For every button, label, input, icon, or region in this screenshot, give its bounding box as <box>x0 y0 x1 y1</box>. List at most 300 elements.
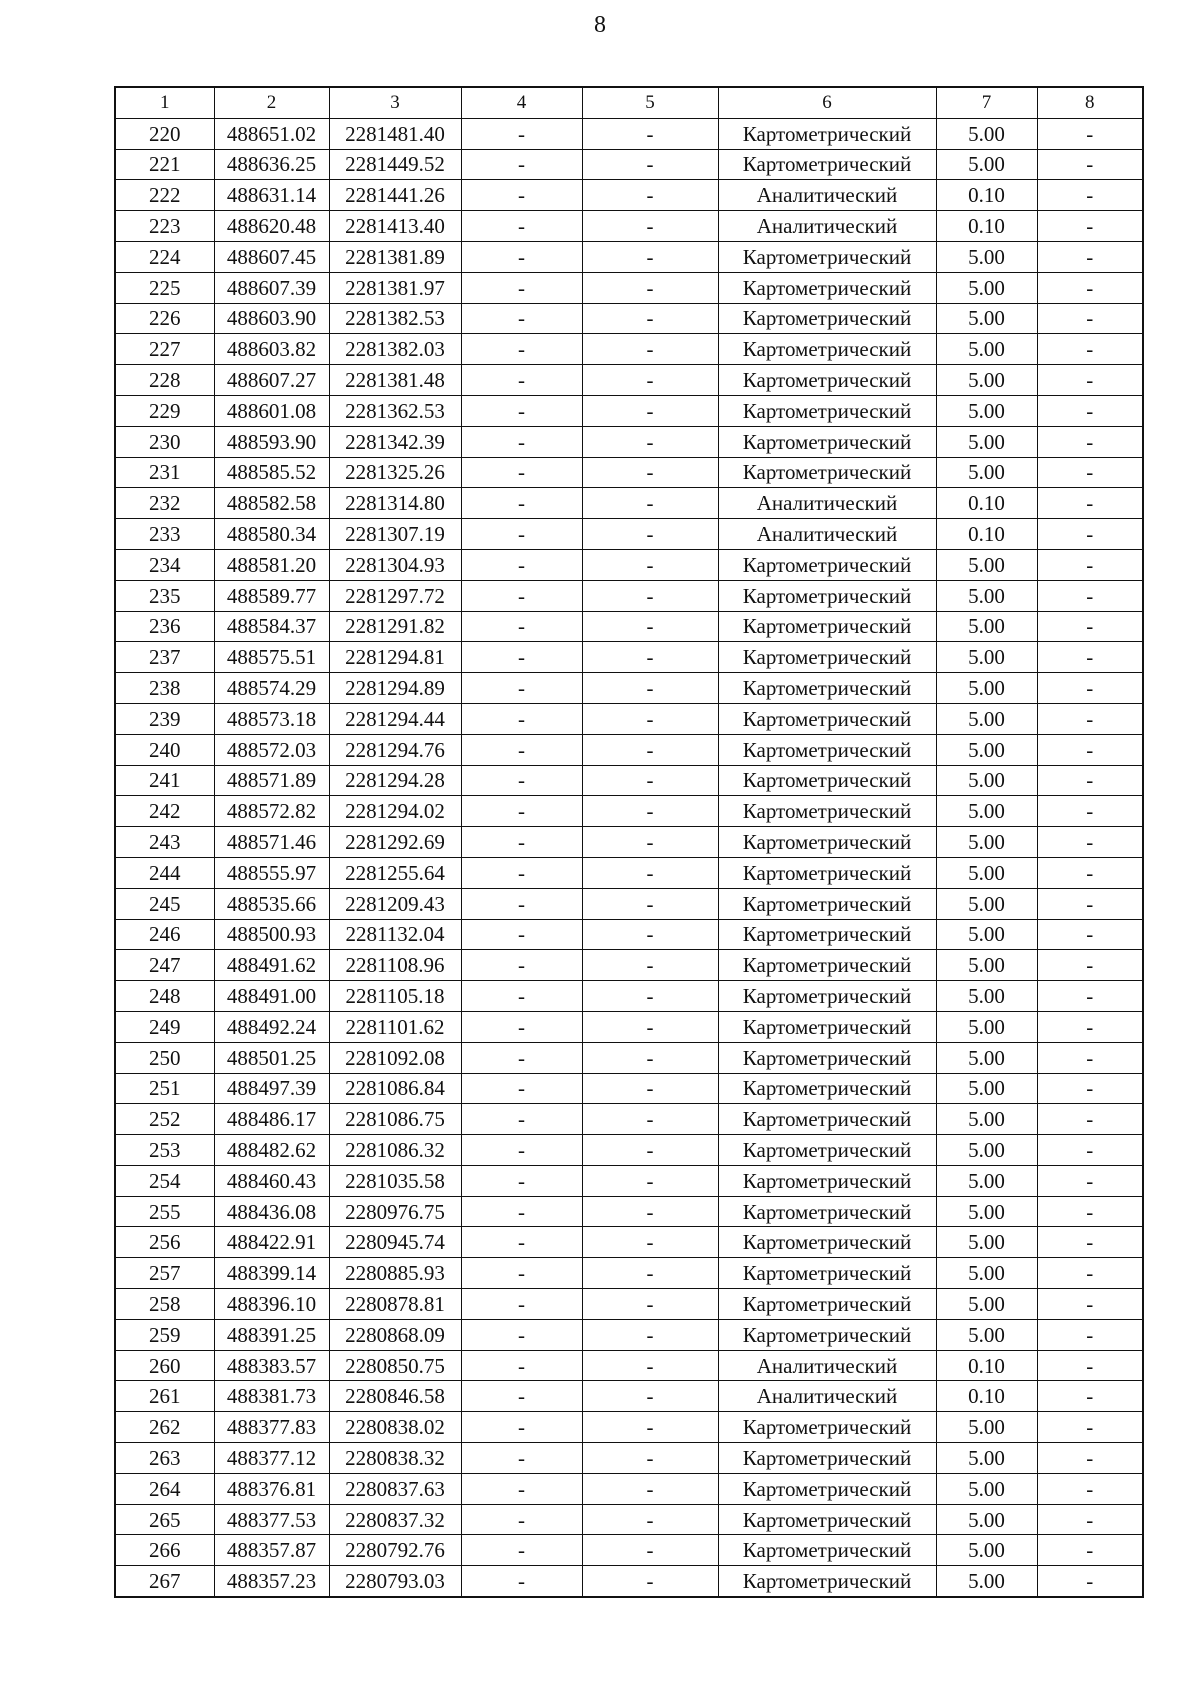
method-cell: Картометрический <box>718 1227 936 1258</box>
table-row <box>115 950 1143 981</box>
y-coordinate-cell: 2281294.02 <box>329 796 461 827</box>
table-row <box>115 1073 1143 1104</box>
method-cell: Картометрический <box>718 272 936 303</box>
column-8-cell: - <box>1037 950 1143 981</box>
table-row <box>115 365 1143 396</box>
x-coordinate-cell: 488377.12 <box>214 1443 329 1474</box>
accuracy-cell: 5.00 <box>936 1566 1037 1597</box>
x-coordinate-cell: 488399.14 <box>214 1258 329 1289</box>
column-5-cell: - <box>582 1350 718 1381</box>
column-8-cell: - <box>1037 981 1143 1012</box>
column-5-cell: - <box>582 1412 718 1443</box>
table-row <box>115 303 1143 334</box>
column-4-cell: - <box>461 1165 582 1196</box>
point-number-cell: 241 <box>115 765 214 796</box>
column-5-cell: - <box>582 272 718 303</box>
accuracy-cell: 5.00 <box>936 673 1037 704</box>
column-4-cell: - <box>461 1381 582 1412</box>
column-4-cell: - <box>461 1504 582 1535</box>
accuracy-cell: 5.00 <box>936 950 1037 981</box>
y-coordinate-cell: 2280838.02 <box>329 1412 461 1443</box>
column-5-cell: - <box>582 950 718 981</box>
column-5-cell: - <box>582 549 718 580</box>
table-row <box>115 395 1143 426</box>
point-number-cell: 258 <box>115 1289 214 1320</box>
accuracy-cell: 5.00 <box>936 272 1037 303</box>
y-coordinate-cell: 2281105.18 <box>329 981 461 1012</box>
method-cell: Картометрический <box>718 1289 936 1320</box>
column-8-cell: - <box>1037 180 1143 211</box>
column-8-cell: - <box>1037 549 1143 580</box>
column-5-cell: - <box>582 1443 718 1474</box>
column-8-cell: - <box>1037 1473 1143 1504</box>
x-coordinate-cell: 488581.20 <box>214 549 329 580</box>
method-cell: Картометрический <box>718 365 936 396</box>
x-coordinate-cell: 488620.48 <box>214 211 329 242</box>
method-cell: Картометрический <box>718 1412 936 1443</box>
column-5-cell: - <box>582 1289 718 1320</box>
accuracy-cell: 5.00 <box>936 1319 1037 1350</box>
accuracy-cell: 5.00 <box>936 1443 1037 1474</box>
column-5-cell: - <box>582 365 718 396</box>
table-row <box>115 1443 1143 1474</box>
point-number-cell: 260 <box>115 1350 214 1381</box>
column-4-cell: - <box>461 303 582 334</box>
column-4-cell: - <box>461 1196 582 1227</box>
column-4-cell: - <box>461 1104 582 1135</box>
column-4-cell: - <box>461 1042 582 1073</box>
point-number-cell: 228 <box>115 365 214 396</box>
method-cell: Картометрический <box>718 1319 936 1350</box>
point-number-cell: 231 <box>115 457 214 488</box>
point-number-cell: 267 <box>115 1566 214 1597</box>
column-5-cell: - <box>582 703 718 734</box>
point-number-cell: 265 <box>115 1504 214 1535</box>
table-row <box>115 488 1143 519</box>
column-5-cell: - <box>582 919 718 950</box>
column-4-cell: - <box>461 149 582 180</box>
column-4-cell: - <box>461 888 582 919</box>
column-8-cell: - <box>1037 796 1143 827</box>
table-row <box>115 1319 1143 1350</box>
accuracy-cell: 5.00 <box>936 919 1037 950</box>
column-8-cell: - <box>1037 1535 1143 1566</box>
point-number-cell: 244 <box>115 857 214 888</box>
method-cell: Картометрический <box>718 857 936 888</box>
accuracy-cell: 5.00 <box>936 1011 1037 1042</box>
column-4-cell: - <box>461 1443 582 1474</box>
table-row <box>115 272 1143 303</box>
x-coordinate-cell: 488482.62 <box>214 1135 329 1166</box>
header-cell: 7 <box>936 87 1037 118</box>
table-row <box>115 1196 1143 1227</box>
column-8-cell: - <box>1037 395 1143 426</box>
column-8-cell: - <box>1037 365 1143 396</box>
column-5-cell: - <box>582 642 718 673</box>
column-8-cell: - <box>1037 149 1143 180</box>
table-row <box>115 1381 1143 1412</box>
table-row <box>115 334 1143 365</box>
column-4-cell: - <box>461 1535 582 1566</box>
accuracy-cell: 5.00 <box>936 888 1037 919</box>
table-row <box>115 981 1143 1012</box>
accuracy-cell: 5.00 <box>936 1412 1037 1443</box>
table-row <box>115 1504 1143 1535</box>
accuracy-cell: 5.00 <box>936 1473 1037 1504</box>
method-cell: Картометрический <box>718 919 936 950</box>
point-number-cell: 222 <box>115 180 214 211</box>
x-coordinate-cell: 488377.53 <box>214 1504 329 1535</box>
column-8-cell: - <box>1037 1566 1143 1597</box>
accuracy-cell: 5.00 <box>936 1258 1037 1289</box>
x-coordinate-cell: 488593.90 <box>214 426 329 457</box>
header-cell: 8 <box>1037 87 1143 118</box>
column-8-cell: - <box>1037 211 1143 242</box>
column-4-cell: - <box>461 796 582 827</box>
y-coordinate-cell: 2281441.26 <box>329 180 461 211</box>
accuracy-cell: 5.00 <box>936 1073 1037 1104</box>
table-row <box>115 1473 1143 1504</box>
x-coordinate-cell: 488383.57 <box>214 1350 329 1381</box>
column-4-cell: - <box>461 950 582 981</box>
x-coordinate-cell: 488585.52 <box>214 457 329 488</box>
column-5-cell: - <box>582 1227 718 1258</box>
column-8-cell: - <box>1037 1165 1143 1196</box>
x-coordinate-cell: 488574.29 <box>214 673 329 704</box>
point-number-cell: 220 <box>115 118 214 149</box>
accuracy-cell: 5.00 <box>936 149 1037 180</box>
accuracy-cell: 5.00 <box>936 734 1037 765</box>
x-coordinate-cell: 488589.77 <box>214 580 329 611</box>
header-cell: 1 <box>115 87 214 118</box>
x-coordinate-cell: 488491.00 <box>214 981 329 1012</box>
x-coordinate-cell: 488436.08 <box>214 1196 329 1227</box>
y-coordinate-cell: 2281294.28 <box>329 765 461 796</box>
x-coordinate-cell: 488500.93 <box>214 919 329 950</box>
column-5-cell: - <box>582 1135 718 1166</box>
x-coordinate-cell: 488486.17 <box>214 1104 329 1135</box>
x-coordinate-cell: 488501.25 <box>214 1042 329 1073</box>
column-4-cell: - <box>461 118 582 149</box>
accuracy-cell: 5.00 <box>936 611 1037 642</box>
method-cell: Аналитический <box>718 1381 936 1412</box>
y-coordinate-cell: 2280837.32 <box>329 1504 461 1535</box>
method-cell: Картометрический <box>718 642 936 673</box>
y-coordinate-cell: 2281297.72 <box>329 580 461 611</box>
y-coordinate-cell: 2280846.58 <box>329 1381 461 1412</box>
table-row <box>115 1258 1143 1289</box>
x-coordinate-cell: 488636.25 <box>214 149 329 180</box>
header-cell: 2 <box>214 87 329 118</box>
table-row <box>115 211 1143 242</box>
column-5-cell: - <box>582 580 718 611</box>
column-5-cell: - <box>582 519 718 550</box>
table-row <box>115 580 1143 611</box>
x-coordinate-cell: 488396.10 <box>214 1289 329 1320</box>
column-8-cell: - <box>1037 1196 1143 1227</box>
column-8-cell: - <box>1037 827 1143 858</box>
y-coordinate-cell: 2281092.08 <box>329 1042 461 1073</box>
column-5-cell: - <box>582 796 718 827</box>
point-number-cell: 256 <box>115 1227 214 1258</box>
accuracy-cell: 0.10 <box>936 211 1037 242</box>
x-coordinate-cell: 488607.45 <box>214 241 329 272</box>
column-8-cell: - <box>1037 1227 1143 1258</box>
column-8-cell: - <box>1037 857 1143 888</box>
column-4-cell: - <box>461 272 582 303</box>
point-number-cell: 225 <box>115 272 214 303</box>
point-number-cell: 236 <box>115 611 214 642</box>
method-cell: Картометрический <box>718 765 936 796</box>
y-coordinate-cell: 2281294.89 <box>329 673 461 704</box>
method-cell: Картометрический <box>718 1473 936 1504</box>
column-4-cell: - <box>461 549 582 580</box>
point-number-cell: 252 <box>115 1104 214 1135</box>
y-coordinate-cell: 2281449.52 <box>329 149 461 180</box>
method-cell: Картометрический <box>718 426 936 457</box>
accuracy-cell: 5.00 <box>936 765 1037 796</box>
method-cell: Аналитический <box>718 1350 936 1381</box>
table-row <box>115 734 1143 765</box>
column-5-cell: - <box>582 426 718 457</box>
column-4-cell: - <box>461 334 582 365</box>
y-coordinate-cell: 2281307.19 <box>329 519 461 550</box>
method-cell: Картометрический <box>718 1104 936 1135</box>
y-coordinate-cell: 2281101.62 <box>329 1011 461 1042</box>
column-4-cell: - <box>461 519 582 550</box>
column-5-cell: - <box>582 673 718 704</box>
column-4-cell: - <box>461 457 582 488</box>
accuracy-cell: 0.10 <box>936 488 1037 519</box>
y-coordinate-cell: 2281132.04 <box>329 919 461 950</box>
point-number-cell: 253 <box>115 1135 214 1166</box>
accuracy-cell: 5.00 <box>936 1165 1037 1196</box>
column-5-cell: - <box>582 981 718 1012</box>
table-row <box>115 1165 1143 1196</box>
x-coordinate-cell: 488377.83 <box>214 1412 329 1443</box>
column-8-cell: - <box>1037 519 1143 550</box>
header-row <box>115 87 1143 118</box>
table-row <box>115 118 1143 149</box>
method-cell: Картометрический <box>718 888 936 919</box>
column-8-cell: - <box>1037 673 1143 704</box>
column-4-cell: - <box>461 580 582 611</box>
x-coordinate-cell: 488607.27 <box>214 365 329 396</box>
y-coordinate-cell: 2281086.84 <box>329 1073 461 1104</box>
method-cell: Картометрический <box>718 395 936 426</box>
x-coordinate-cell: 488601.08 <box>214 395 329 426</box>
point-number-cell: 247 <box>115 950 214 981</box>
column-8-cell: - <box>1037 457 1143 488</box>
point-number-cell: 234 <box>115 549 214 580</box>
y-coordinate-cell: 2281362.53 <box>329 395 461 426</box>
column-8-cell: - <box>1037 241 1143 272</box>
point-number-cell: 233 <box>115 519 214 550</box>
coordinates-table <box>114 86 1144 1598</box>
table-row <box>115 857 1143 888</box>
y-coordinate-cell: 2281304.93 <box>329 549 461 580</box>
column-4-cell: - <box>461 1319 582 1350</box>
point-number-cell: 254 <box>115 1165 214 1196</box>
accuracy-cell: 5.00 <box>936 457 1037 488</box>
table-row <box>115 149 1143 180</box>
column-8-cell: - <box>1037 1504 1143 1535</box>
method-cell: Аналитический <box>718 211 936 242</box>
y-coordinate-cell: 2281381.89 <box>329 241 461 272</box>
point-number-cell: 229 <box>115 395 214 426</box>
column-8-cell: - <box>1037 888 1143 919</box>
page-number: 8 <box>594 12 606 38</box>
x-coordinate-cell: 488631.14 <box>214 180 329 211</box>
x-coordinate-cell: 488582.58 <box>214 488 329 519</box>
x-coordinate-cell: 488603.82 <box>214 334 329 365</box>
accuracy-cell: 5.00 <box>936 1289 1037 1320</box>
y-coordinate-cell: 2281108.96 <box>329 950 461 981</box>
table-body <box>115 118 1143 1597</box>
point-number-cell: 257 <box>115 1258 214 1289</box>
x-coordinate-cell: 488460.43 <box>214 1165 329 1196</box>
column-4-cell: - <box>461 673 582 704</box>
column-8-cell: - <box>1037 1412 1143 1443</box>
point-number-cell: 238 <box>115 673 214 704</box>
table-row <box>115 1042 1143 1073</box>
table-row <box>115 1535 1143 1566</box>
table-row <box>115 1011 1143 1042</box>
column-8-cell: - <box>1037 1319 1143 1350</box>
accuracy-cell: 5.00 <box>936 1196 1037 1227</box>
method-cell: Картометрический <box>718 673 936 704</box>
point-number-cell: 261 <box>115 1381 214 1412</box>
x-coordinate-cell: 488603.90 <box>214 303 329 334</box>
y-coordinate-cell: 2281413.40 <box>329 211 461 242</box>
y-coordinate-cell: 2280878.81 <box>329 1289 461 1320</box>
column-8-cell: - <box>1037 426 1143 457</box>
accuracy-cell: 5.00 <box>936 426 1037 457</box>
column-5-cell: - <box>582 211 718 242</box>
y-coordinate-cell: 2281342.39 <box>329 426 461 457</box>
y-coordinate-cell: 2280868.09 <box>329 1319 461 1350</box>
column-5-cell: - <box>582 765 718 796</box>
header-cell: 5 <box>582 87 718 118</box>
method-cell: Картометрический <box>718 734 936 765</box>
method-cell: Картометрический <box>718 950 936 981</box>
y-coordinate-cell: 2280838.32 <box>329 1443 461 1474</box>
column-4-cell: - <box>461 1350 582 1381</box>
y-coordinate-cell: 2281292.69 <box>329 827 461 858</box>
accuracy-cell: 5.00 <box>936 334 1037 365</box>
column-5-cell: - <box>582 1042 718 1073</box>
accuracy-cell: 5.00 <box>936 1227 1037 1258</box>
point-number-cell: 251 <box>115 1073 214 1104</box>
method-cell: Картометрический <box>718 1073 936 1104</box>
x-coordinate-cell: 488651.02 <box>214 118 329 149</box>
y-coordinate-cell: 2281294.76 <box>329 734 461 765</box>
point-number-cell: 239 <box>115 703 214 734</box>
method-cell: Картометрический <box>718 1165 936 1196</box>
accuracy-cell: 5.00 <box>936 1535 1037 1566</box>
table-row <box>115 1350 1143 1381</box>
table-row <box>115 1289 1143 1320</box>
accuracy-cell: 5.00 <box>936 1104 1037 1135</box>
x-coordinate-cell: 488572.03 <box>214 734 329 765</box>
accuracy-cell: 5.00 <box>936 241 1037 272</box>
x-coordinate-cell: 488580.34 <box>214 519 329 550</box>
column-4-cell: - <box>461 1258 582 1289</box>
accuracy-cell: 0.10 <box>936 519 1037 550</box>
point-number-cell: 224 <box>115 241 214 272</box>
column-5-cell: - <box>582 1196 718 1227</box>
column-5-cell: - <box>582 1566 718 1597</box>
column-4-cell: - <box>461 642 582 673</box>
column-4-cell: - <box>461 1073 582 1104</box>
point-number-cell: 262 <box>115 1412 214 1443</box>
column-8-cell: - <box>1037 1042 1143 1073</box>
column-5-cell: - <box>582 118 718 149</box>
x-coordinate-cell: 488572.82 <box>214 796 329 827</box>
method-cell: Картометрический <box>718 1566 936 1597</box>
method-cell: Аналитический <box>718 180 936 211</box>
column-5-cell: - <box>582 1504 718 1535</box>
x-coordinate-cell: 488571.46 <box>214 827 329 858</box>
table-row <box>115 1135 1143 1166</box>
x-coordinate-cell: 488607.39 <box>214 272 329 303</box>
column-5-cell: - <box>582 827 718 858</box>
table-row <box>115 827 1143 858</box>
accuracy-cell: 5.00 <box>936 1135 1037 1166</box>
column-8-cell: - <box>1037 1104 1143 1135</box>
column-4-cell: - <box>461 1011 582 1042</box>
table-row <box>115 426 1143 457</box>
column-4-cell: - <box>461 734 582 765</box>
accuracy-cell: 5.00 <box>936 642 1037 673</box>
column-4-cell: - <box>461 765 582 796</box>
column-8-cell: - <box>1037 734 1143 765</box>
column-8-cell: - <box>1037 272 1143 303</box>
column-5-cell: - <box>582 457 718 488</box>
point-number-cell: 255 <box>115 1196 214 1227</box>
table-row <box>115 1412 1143 1443</box>
header-cell: 4 <box>461 87 582 118</box>
table-row <box>115 703 1143 734</box>
y-coordinate-cell: 2281381.48 <box>329 365 461 396</box>
accuracy-cell: 5.00 <box>936 549 1037 580</box>
column-8-cell: - <box>1037 118 1143 149</box>
column-8-cell: - <box>1037 611 1143 642</box>
accuracy-cell: 5.00 <box>936 981 1037 1012</box>
table-row <box>115 1104 1143 1135</box>
column-5-cell: - <box>582 1473 718 1504</box>
accuracy-cell: 5.00 <box>936 118 1037 149</box>
point-number-cell: 232 <box>115 488 214 519</box>
y-coordinate-cell: 2280850.75 <box>329 1350 461 1381</box>
column-5-cell: - <box>582 488 718 519</box>
column-8-cell: - <box>1037 765 1143 796</box>
table-row <box>115 919 1143 950</box>
column-8-cell: - <box>1037 1011 1143 1042</box>
column-5-cell: - <box>582 611 718 642</box>
accuracy-cell: 0.10 <box>936 1350 1037 1381</box>
x-coordinate-cell: 488535.66 <box>214 888 329 919</box>
x-coordinate-cell: 488391.25 <box>214 1319 329 1350</box>
table-row <box>115 1227 1143 1258</box>
column-5-cell: - <box>582 857 718 888</box>
point-number-cell: 235 <box>115 580 214 611</box>
method-cell: Картометрический <box>718 1258 936 1289</box>
accuracy-cell: 5.00 <box>936 857 1037 888</box>
y-coordinate-cell: 2281294.81 <box>329 642 461 673</box>
column-5-cell: - <box>582 734 718 765</box>
point-number-cell: 264 <box>115 1473 214 1504</box>
